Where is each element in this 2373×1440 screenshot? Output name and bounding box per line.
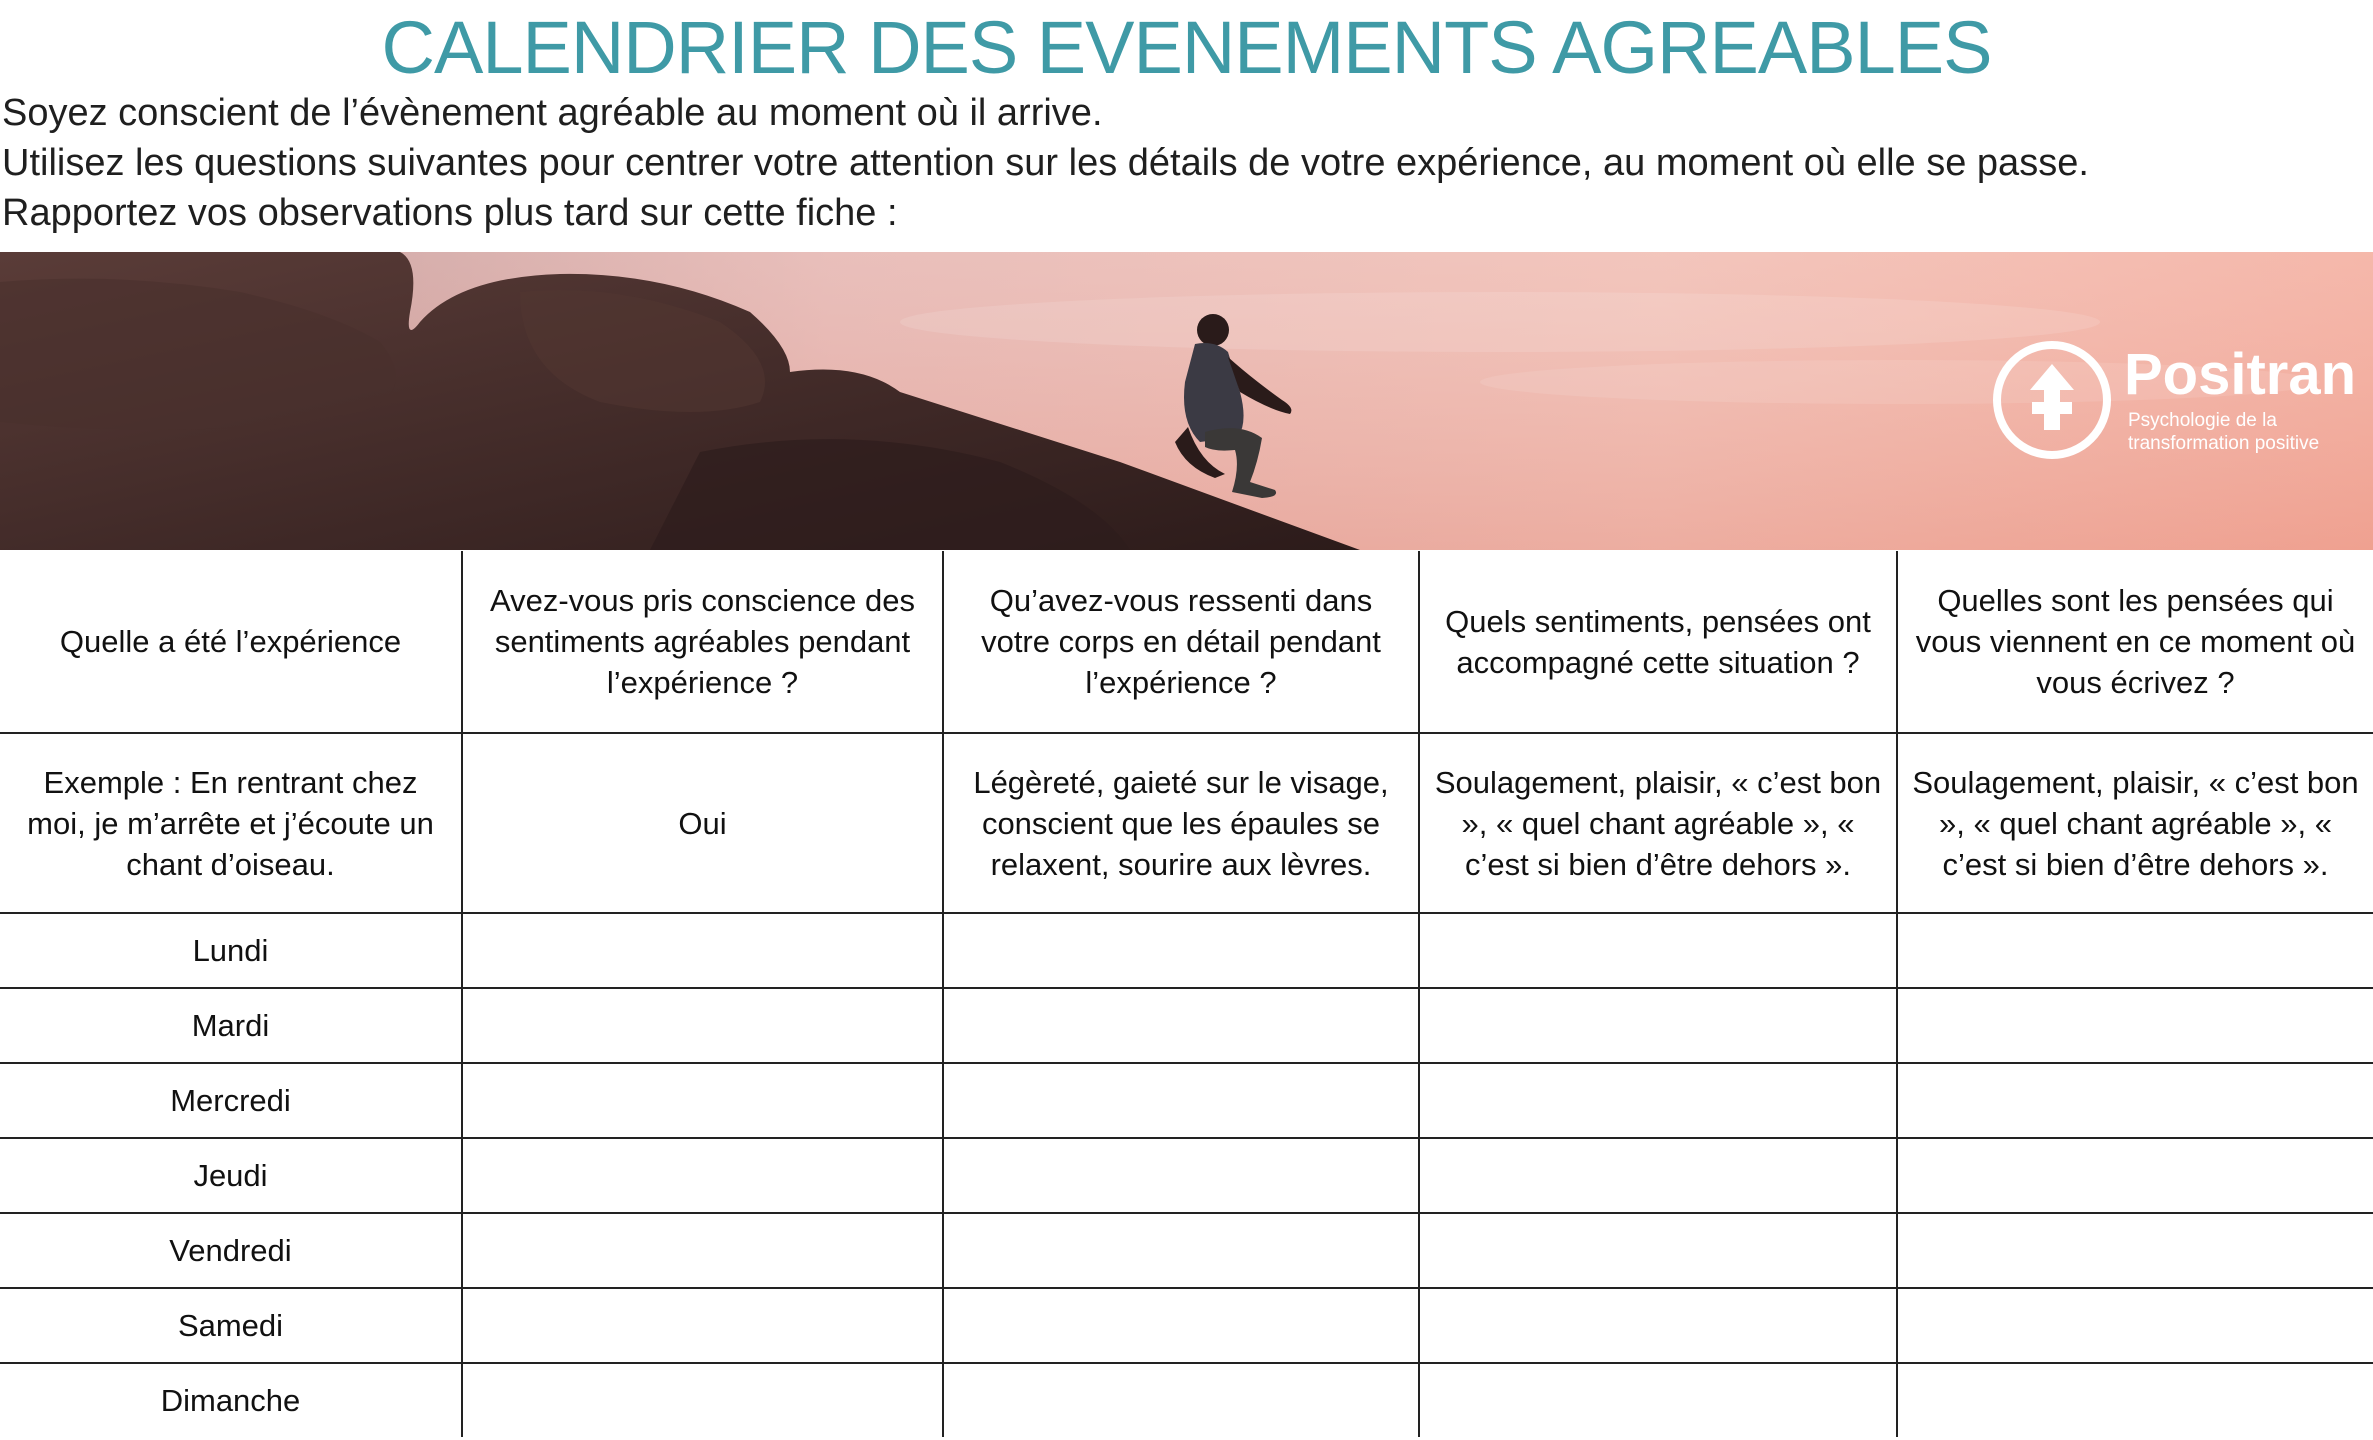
day-label: Mercredi xyxy=(0,1063,462,1138)
entry-cell[interactable] xyxy=(943,913,1419,988)
entry-cell[interactable] xyxy=(1419,1138,1897,1213)
day-label: Lundi xyxy=(0,913,462,988)
entry-cell[interactable] xyxy=(1419,1363,1897,1437)
day-label: Dimanche xyxy=(0,1363,462,1437)
day-label: Samedi xyxy=(0,1288,462,1363)
table-row xyxy=(0,1213,2373,1288)
page-title: CALENDRIER DES EVENEMENTS AGREABLES xyxy=(381,6,1992,89)
entry-cell[interactable] xyxy=(1897,988,2373,1063)
entry-cell[interactable] xyxy=(1419,1063,1897,1138)
example-current-thoughts: Soulagement, plaisir, « c’est bon », « quel chant agréable », « c’est si bien d’être dehors ». xyxy=(1897,733,2373,913)
entry-cell[interactable] xyxy=(462,1288,943,1363)
table-row xyxy=(0,913,2373,988)
day-label: Jeudi xyxy=(0,1138,462,1213)
entry-cell[interactable] xyxy=(462,1363,943,1437)
logo-tagline-line-1: Psychologie de la xyxy=(2128,410,2277,431)
header-awareness: Avez-vous pris conscience des sentiments agréables pendant l’expérience ? xyxy=(462,551,943,733)
entry-cell[interactable] xyxy=(943,1288,1419,1363)
table-row xyxy=(0,1063,2373,1138)
header-banner-image xyxy=(0,252,2373,550)
table-header-row xyxy=(0,551,2373,733)
entry-cell[interactable] xyxy=(1897,1063,2373,1138)
entry-cell[interactable] xyxy=(1897,1138,2373,1213)
entry-cell[interactable] xyxy=(1897,913,2373,988)
entry-cell[interactable] xyxy=(943,1138,1419,1213)
logo-tagline-line-2: transformation positive xyxy=(2128,433,2320,454)
instruction-line-1: Soyez conscient de l’évènement agréable au moment où il arrive. xyxy=(2,92,1103,134)
header-current-thoughts: Quelles sont les pensées qui vous viennent en ce moment où vous écrivez ? xyxy=(1897,551,2373,733)
example-row xyxy=(0,733,2373,913)
instruction-line-3: Rapportez vos observations plus tard sur cette fiche : xyxy=(2,192,898,234)
entry-cell[interactable] xyxy=(462,1138,943,1213)
example-body-feelings: Légèreté, gaieté sur le visage, conscient que les épaules se relaxent, sourire aux lèvres. xyxy=(943,733,1419,913)
day-label: Mardi xyxy=(0,988,462,1063)
table-row xyxy=(0,1288,2373,1363)
instructions xyxy=(2,88,2372,238)
entry-cell[interactable] xyxy=(462,988,943,1063)
entry-cell[interactable] xyxy=(1897,1213,2373,1288)
header-body-feelings: Qu’avez-vous ressenti dans votre corps en détail pendant l’expérience ? xyxy=(943,551,1419,733)
entry-cell[interactable] xyxy=(943,988,1419,1063)
example-feelings-thoughts: Soulagement, plaisir, « c’est bon », « quel chant agréable », « c’est si bien d’être dehors ». xyxy=(1419,733,1897,913)
day-label: Vendredi xyxy=(0,1213,462,1288)
instruction-line-2: Utilisez les questions suivantes pour centrer votre attention sur les détails de votre expérience, au moment où elle se passe. xyxy=(2,142,2089,184)
entry-cell[interactable] xyxy=(1897,1288,2373,1363)
table-row xyxy=(0,988,2373,1063)
entry-cell[interactable] xyxy=(943,1063,1419,1138)
entry-cell[interactable] xyxy=(1897,1363,2373,1437)
example-experience: Exemple : En rentrant chez moi, je m’arrête et j’écoute un chant d’oiseau. xyxy=(0,733,462,913)
entry-cell[interactable] xyxy=(1419,1213,1897,1288)
entry-cell[interactable] xyxy=(462,1063,943,1138)
logo-name: Positran xyxy=(2124,342,2357,407)
entry-cell[interactable] xyxy=(462,1213,943,1288)
table-row xyxy=(0,1363,2373,1437)
entry-cell[interactable] xyxy=(1419,988,1897,1063)
entry-cell[interactable] xyxy=(943,1213,1419,1288)
table-row xyxy=(0,1138,2373,1213)
entry-cell[interactable] xyxy=(462,913,943,988)
entry-cell[interactable] xyxy=(1419,1288,1897,1363)
header-experience: Quelle a été l’expérience xyxy=(0,551,462,733)
events-calendar-table xyxy=(0,551,2373,1437)
header-feelings-thoughts: Quels sentiments, pensées ont accompagné cette situation ? xyxy=(1419,551,1897,733)
example-awareness: Oui xyxy=(462,733,943,913)
entry-cell[interactable] xyxy=(1419,913,1897,988)
entry-cell[interactable] xyxy=(943,1363,1419,1437)
